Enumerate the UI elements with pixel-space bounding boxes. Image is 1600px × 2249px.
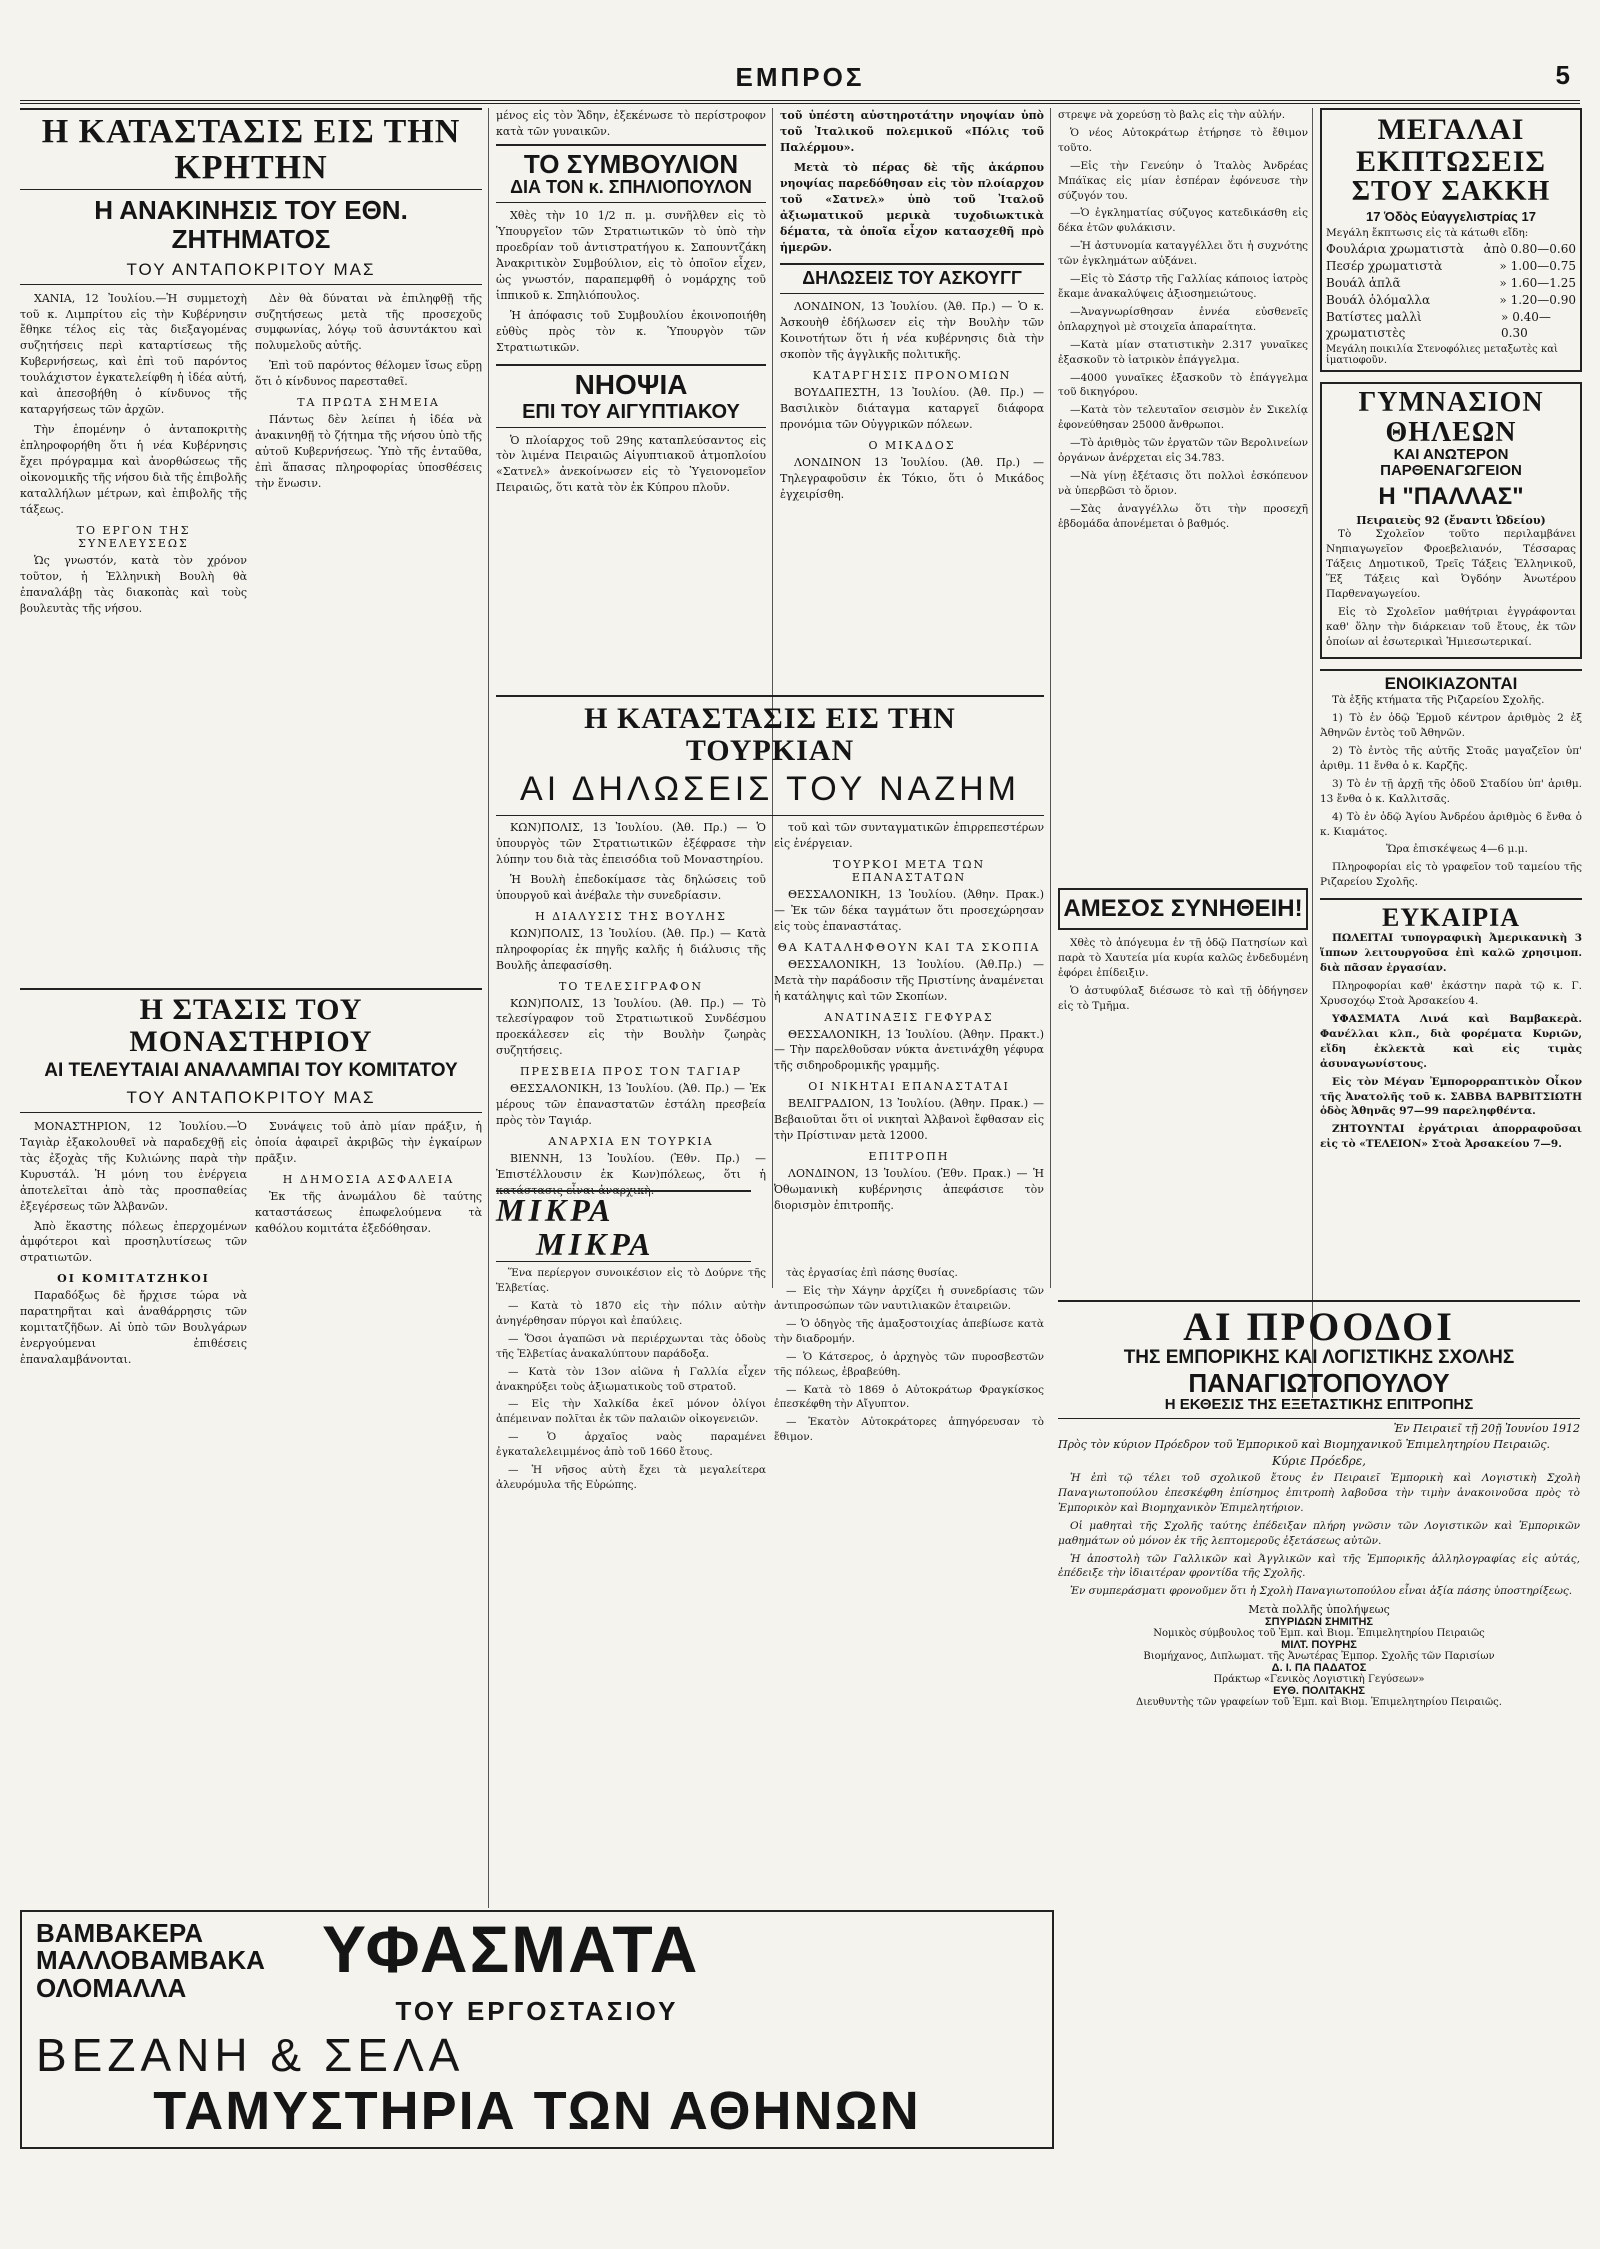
progress-to: Πρὸς τὸν κύριον Πρόεδρον τοῦ Ἐμπορικοῦ καὶ Βιομηχανικοῦ Ἐπιμελητηρίου Πειραιῶς. [1058,1437,1551,1451]
misc-paragraph: Ὁ νέος Αὐτοκράτωρ ἐτήρησε τὸ ἔθιμον τοῦτο. [1058,126,1308,154]
turkey-section-embassy: ΠΡΕΣΒΕΙΑ ΠΡΟΣ ΤΟΝ ΤΑΓΙΑΡ [519,1065,743,1079]
article-direct [1058,888,1308,1017]
mikra-paragraph: — Ὁ ὁδηγὸς τῆς ἀμαξοστοιχίας ἀπεβίωσε κατὰ τὴν διαδρομήν. [774,1317,1044,1345]
fabrics-stores: ΤΑΜΥΣΤΗΡΙΑ ΤΩΝ ΑΘΗΝΩΝ [153,2081,921,2141]
article-progress [1058,1300,1580,1937]
progress-paragraph: Ἡ ἐπὶ τῷ τέλει τοῦ σχολικοῦ ἔτους ἐν Πειραιεῖ Ἐμπορικὴ καὶ Λογιστικὴ Σχολὴ Παναγιωτοπούλου ἐπεσκέφθη ἐπίσημος ἐπιτροπὴ λαβοῦσα τὴν τιμὴν ἀνακοινοῦσα πρὸς τὸ Ἐμπορικὸν καὶ Βιομηχανικὸν Ἐπιμελητήριον. [1058,1471,1580,1514]
crete-title: Η ΚΑΤΑΣΤΑΣΙΣ ΕΙΣ ΤΗΝ ΚΡΗΤΗΝ [20,108,482,190]
rentals-paragraph: 2) Τὸ ἐντὸς τῆς αὐτῆς Στοᾶς μαγαζεῖον ὑπ' ἀριθμ. 11 ἔνθα ὁ κ. Καρζῆς. [1320,745,1582,772]
mikra-paragraph: — Ὅσοι ἀγαπῶσι νὰ περιέρχωνται τὰς ὁδοὺς τῆς Ἑλβετίας ἀνακαλύπτουν παράδοξα. [496,1332,766,1360]
mikra-paragraph: — Ὁ ἀρχαῖος ναὸς παραμένει ἐγκαταλελειμμένος ἀπὸ τοῦ 1660 ἔτους. [496,1431,766,1459]
crete-paragraph: ΧΑΝΙΑ, 12 Ἰουλίου.—Ἡ συμμετοχὴ τοῦ κ. Λιμπρίτου εἰς τὴν Κυβέρνησιν ἔθηκε τέλος εἰς τὰς διεξαγομένας συζητήσεις περὶ καταρτίσεως τῆς Κυβερνήσεως, καὶ ἐπὶ τοῦ παρόντος τουλάχιστον ἐγκατελείφθη ἡ ἰδέα αὐτή, καὶ ἀπεσοβήθη ὁ κίνδυνος τῆς καταργήσεως τῶν ἀρχῶν. [20,291,247,417]
monastir-subtitle: ΑΙ ΤΕΛΕΥΤΑΙΑΙ ΑΝΑΛΑΜΠΑΙ ΤΟΥ ΚΟΜΙΤΑΤΟΥ [44,1060,458,1081]
misc-paragraph: —Ἡ ἀστυνομία καταγγέλλει ὅτι ἡ συχνότης τῶν ἐγκλημάτων αὐξάνει. [1058,240,1308,268]
misc-paragraph: —Νὰ γίνῃ ἐξέτασις ὅτι πολλοὶ ἐσκόπευον νὰ ὑπερβῶσι τὸ ὅριον. [1058,469,1308,497]
turkey-section-skopje: ΘΑ ΚΑΤΑΛΗΦΘΟΥΝ ΚΑΙ ΤΑ ΣΚΟΠΙΑ [777,940,1041,954]
sakkis-item-name: Φουλάρια χρωματιστὰ [1326,242,1465,257]
monastir-paragraph: Ἐκ τῆς ἀνωμάλου δὲ ταύτης καταστάσεως ἐπωφελούμενα τὰ καθόλου κομιτάτα ἐξεδόθησαν. [255,1189,482,1235]
article-council [496,108,766,688]
sakkis-price-list [1326,241,1576,342]
sakkis-item-name: Βατίστες μαλλὶ χρωματιστὲς [1326,309,1422,341]
ad-gymnasium [1320,382,1582,658]
egypt-subtitle: ΕΠΙ ΤΟΥ ΑΙΓΥΠΤΙΑΚΟΥ [496,401,766,428]
monastir-paragraph: Συνάψεις τοῦ ἀπὸ μίαν πράξιν, ἡ ὁποία ἀφαιρεῖ ἀκριβῶς τὴν ἐγκαίρων πρᾶξιν. [255,1119,482,1165]
mikra-paragraph: τὰς ἐργασίας ἐπὶ πάσης θυσίας. [786,1267,958,1280]
sakkis-price-row [1326,258,1576,275]
rentals-paragraph: 3) Τὸ ἐν τῇ ἀρχῇ τῆς ὁδοῦ Σταδίου ὑπ' ἀριθμ. 13 ἔνθα ὁ κ. Καλλιτσᾶς. [1320,777,1582,805]
turkey-section-rebels: ΤΟΥΡΚΟΙ ΜΕΤΑ ΤΩΝ ΕΠΑΝΑΣΤΑΤΩΝ [832,857,986,884]
gymnasium-subtitle: ΚΑΙ ΑΝΩΤΕΡΟΝ ΠΑΡΘΕΝΑΓΩΓΕΙΟΝ [1380,445,1522,480]
progress-greeting: Κύριε Πρόεδρε, [1272,1453,1366,1468]
council-intro: μένος εἰς τὸν Ἅδην, ἐξεκένωσε τὸ περίστροφον κατὰ τῶν γυναικῶν. [496,109,766,138]
council-paragraph: Ἡ ἀπόφασις τοῦ Συμβουλίου ἐκοινοποιήθη εὐθὺς πρὸς τὸν κ. Ὑπουργὸν τῶν Στρατιωτικῶν. [496,308,766,354]
article-monastir [20,988,482,1372]
progress-subtitle: ΤΗΣ ΕΜΠΟΡΙΚΗΣ ΚΑΙ ΛΟΓΙΣΤΙΚΗΣ ΣΧΟΛΗΣ [1123,1347,1515,1368]
progress-signer-role: Νομικὸς σύμβουλος τοῦ Ἐμπ. καὶ Βιομ. Ἐπιμελητηρίου Πειραιῶς [1153,1628,1485,1640]
mikra-paragraph: — Εἰς τὴν Χαλκίδα ἐκεῖ μόνον ὁλίγοι ἀπέμειναν πολῖται ἐκ τῶν παλαιῶν οἰκογενειῶν. [496,1398,766,1426]
turkey-paragraph: Ἡ Βουλὴ ἐπεδοκίμασε τὰς δηλώσεις τοῦ ὑπουργοῦ καὶ ἀνέβαλε τὴν συνεδρίασιν. [496,872,766,902]
turkey-paragraph: ΚΩΝ)ΠΟΛΙΣ, 13 Ἰουλίου. (Ἀθ. Πρ.) — Κατὰ πληροφορίας ἐκ πηγῆς καλῆς ἡ διάλυσις τῆς Βουλῆς ἀπεφασίσθη. [496,926,766,972]
misc-paragraph: —Κατὰ μίαν στατιστικὴν 2.317 γυναῖκες ἐξασκοῦν τὸ ἰατρικὸν ἐπάγγελμα. [1058,338,1308,366]
misc-paragraph: —Κατὰ τὸν τελευταῖον σεισμὸν ἐν Σικελίᾳ ἐφονεύθησαν 25000 ἄνθρωποι. [1058,404,1308,432]
crete-paragraph: Ἐπὶ τοῦ παρόντος θέλομεν ἴσως εὕρῃ ὅτι ὁ κίνδυνος παρεσταθεῖ. [255,359,482,389]
column-divider [1312,108,1313,1398]
ad-eukairia [1320,898,1582,1152]
turkey-paragraph: ΚΩΝ)ΠΟΛΙΣ, 13 Ἰουλίου. (Ἀθ. Πρ.) — Τὸ τελεσίγραφον τοῦ Στρατιωτικοῦ Συνδέσμου προεκάλεσεν εἰς τὴν Βουλὴν ζωηρὰς συζητήσεις. [496,996,766,1058]
rentals-paragraph: 1) Τὸ ἐν ὁδῷ Ἑρμοῦ κέντρον ἀριθμὸς 2 ἐξ Ἀθηνῶν ἐντὸς τοῦ Ἀθηνῶν. [1320,712,1582,740]
masthead [20,56,1580,96]
ad-fabrics [20,1910,1054,2149]
sakkis-item-name: Βουάλ ἁπλᾶ [1326,275,1401,290]
column-divider [488,108,489,1908]
turkey-paragraph: ΘΕΣΣΑΛΟΝΙΚΗ, 13 Ἰουλίου. (Ἀθ.Πρ.) — Μετὰ τὴν παράδοσιν τῆς Πριστίνης ἀναμένεται ἡ κατάληψις καὶ τῶν Σκοπίων. [774,957,1044,1003]
sakkis-subtitle: ΣΤΟΥ ΣΑΚΚΗ [1351,176,1551,207]
eukairia-title: ΕΥΚΑΙΡΙΑ [1381,903,1520,933]
crete-paragraph: Δὲν θὰ δύναται νὰ ἐπιληφθῇ τῆς συζητήσεως μετὰ τῆς προσεχοῦς συμφωνίας, λόγῳ τοῦ ἀσυντάκτου καὶ πολυμελοῦς αὐτῆς. [255,291,482,353]
monastir-section-security: Η ΔΗΜΟΣΙΑ ΑΣΦΑΛΕΙΑ [282,1172,455,1186]
misc-paragraph: —4000 γυναῖκες ἐξασκοῦν τὸ ἐπάγγελμα τοῦ δικηγόρου. [1058,371,1308,399]
fabrics-big-word: ΥΦΑΣΜΑΤΑ [322,1912,700,1986]
misc-paragraph: στρεψε νὰ χορεύσῃ τὸ βαλς εἰς τὴν αὐλήν. [1058,109,1286,121]
crete-paragraph: Πάντως δὲν λείπει ἡ ἰδέα νὰ ἀνακινηθῇ τὸ ζήτημα τῆς νήσου ὑπὸ τῆς αὐτοῦ Κυβερνήσεως. Ὑπὸ τῆς ἐνταῦθα, ἐπὶ ἅπασας πληροφορίας ὑποσθέσεις τὴν ἕνωσιν. [255,413,482,490]
crete-paragraph: Τὴν ἐπομένην ὁ ἀνταποκριτὴς ἐπληροφορήθη ὅτι ἡ νέα Κυβέρνησις ἔχει πρόγραμμα καὶ ἀνορθώσεως τῆς οἰκονομικῆς τῆς νήσου διὰ τῆς ἐπιβολῆς καταλλήλων μέτρων, καὶ ἐπιβολῆς τῆς τάξεως. [20,423,247,516]
askouti-paragraph: ΒΟΥΔΑΠΕΣΤΗ, 13 Ἰουλίου. (Ἀθ. Πρ.) — Βασιλικὸν διάταγμα καταργεῖ διάφορα προνόμια τῶν Οὐγγρικῶν πόλεων. [780,385,1044,431]
sakkis-price-row [1326,241,1576,258]
turkey-section-dissolution: Η ΔΙΑΛΥΣΙΣ ΤΗΣ ΒΟΥΛΗΣ [535,909,727,923]
article-misc [1058,108,1308,1293]
progress-closing: Μετὰ πολλῆς ὑπολήψεως [1248,1603,1390,1617]
rentals-paragraph: Πληροφορίαι εἰς τὸ γραφεῖον τοῦ ταμείου τῆς Ριζαρείου Σχολῆς. [1320,861,1582,889]
turkey-section-ultimatum: ΤΟ ΤΕΛΕΣΙΓΡΑΦΟΝ [559,979,703,993]
misc-paragraph: —Σὰς ἀναγγέλλω ὅτι τὴν προσεχῆ ἑβδομάδα ἀπονέμεται ὁ βαθμός. [1058,502,1308,530]
misc-paragraph: —Ὁ ἐγκληματίας σύζυγος κατεδικάσθη εἰς δέκα ἐτῶν φυλάκισιν. [1058,207,1308,235]
fabrics-factory: ΤΟΥ ΕΡΓΟΣΤΑΣΙΟΥ [395,1996,679,2026]
sakkis-intro: Μεγάλη ἔκπτωσις εἰς τὰ κάτωθι εἴδη: [1326,227,1529,240]
sakkis-item-price: » 1.00—0.75 [1499,259,1576,274]
crete-byline: ΤΟΥ ΑΝΤΑΠΟΚΡΙΤΟΥ ΜΑΣ [20,260,482,285]
mikra-paragraph: — Κατὰ τὸν 13ον αἰῶνα ἡ Γαλλία εἶχεν ἀνακηρύξει τοὺς ἀξιωματικοὺς τοῦ στρατοῦ. [496,1365,766,1393]
gymnasium-paragraph: Εἰς τὸ Σχολεῖον μαθήτριαι ἐγγράφονται καθ' ὅλην τὴν διάρκειαν τοῦ ἔτους, ἐκ τῶν ὁποίων αἱ ἐσωτερικαὶ Ἡμιεσωτερικαί. [1326,605,1576,648]
progress-date: Ἐν Πειραιεῖ τῇ 20ῇ Ἰουνίου 1912 [1393,1421,1580,1435]
mikra-paragraph: — Ὁ Κάτσερος, ὁ ἀρχηγὸς τῶν πυροσβεστῶν τῆς πόλεως, ἐβραβεύθη. [774,1350,1044,1378]
ad-sakkis [1320,108,1582,372]
mikra-paragraph: — Κατὰ τὸ 1870 εἰς τὴν πόλιν αὐτὴν ἀνηγέρθησαν πύργοι καὶ ἐπαύλεις. [496,1300,766,1327]
council-paragraph: Χθὲς τὴν 10 1/2 π. μ. συνῆλθεν εἰς τὸ Ὑπουργεῖον τῶν Στρατιωτικῶν τὸ ὑπὸ τὴν προεδρίαν τοῦ ἀντιστρατήγου κ. Σαπουντζάκη Ἀνακριτικὸν Συμβούλιον, εἰς τὸ ὁποῖον εἶχεν, ὡς γνωστόν, παραπεμφθῆ ὁ νομάρχης τοῦ ἱππικοῦ κ. Σπηλιόπουλος. [496,209,766,302]
fabrics-company: ΒΕΖΑΝΗ & ΣΕΛΑ [36,2029,465,2081]
turkey-section-victors: ΟΙ ΝΙΚΗΤΑΙ ΕΠΑΝΑΣΤΑΤΑΙ [808,1080,1010,1094]
gymnasium-name: Η "ΠΑΛΛΑΣ" [1378,482,1524,510]
progress-name: ΠΑΝΑΓΙΩΤΟΠΟΥΛΟΥ [1188,1367,1450,1398]
direct-title: ΑΜΕΣΟΣ ΣΥΝΗΘΕΙΗ! [1058,888,1308,930]
eukairia-paragraph: ΥΦΑΣΜΑΤΑ Λινά καὶ Βαμβακερὰ. Φανέλλαι κλπ., διὰ φορέματα Κυριῶν, εἴδη ἐκλεκτὰ καὶ εἰς τιμὰς ἀσυναγωνίστους. [1320,1012,1582,1070]
sakkis-footer: Μεγάλη ποικιλία Στενοφόλιες μεταξωτὲς καὶ ἱματιοφοῦν. [1326,344,1558,367]
eukairia-paragraph: Εἰς τὸν Μέγαν Ἐμπορορραπτικὸν Οἶκον τῆς Ἀνατολῆς τοῦ κ. ΣΑΒΒΑ ΒΑΡΒΙΤΣΙΩΤΗ ὁδὸς Ἀθηνᾶς 97—99 παρεληφθέντα. [1320,1075,1582,1118]
mikra-paragraph: — Εἰς τὴν Χάγην ἀρχίζει ἡ συνεδρίασις τῶν ἀντιπροσώπων τῶν ναυτιλιακῶν ἑταιρειῶν. [774,1285,1044,1312]
gymnasium-paragraph: Τὸ Σχολεῖον τοῦτο περιλαμβάνει Νηπιαγωγεῖον Φροεβελιανόν, Τέσσαρας Τάξεις Δημοτικοῦ, Τρεῖς Τάξεις Ἑλληνικοῦ, Ἕξ Τάξεις καὶ Ὀγδόην Ἀνωτέρου Παρθεναγωγείου. [1326,528,1576,600]
rentals-paragraph: 4) Τὸ ἐν ὁδῷ Ἁγίου Ἀνδρέου ἀριθμὸς 6 ἔνθα ὁ κ. Κιαμάτος. [1320,810,1582,838]
sakkis-title: ΜΕΓΑΛΑΙ ΕΚΠΤΩΣΕΙΣ [1355,113,1547,178]
turkey-subtitle: ΑΙ ΔΗΛΩΣΕΙΣ ΤΟΥ ΝΑΖΗΜ [496,770,1044,816]
sakkis-price-row [1326,292,1576,309]
misc-paragraph: —Ἀναγνωρίσθησαν ἐννέα εὐσθενεῖς ὁπλαρχηγοὶ μὲ στοιχεῖα ἀπαραίτητα. [1058,305,1308,333]
progress-signer: Δ. Ι. ΠΑ ΠΑΔΑΤΟΣ [1271,1662,1367,1675]
ad-rentals [1320,669,1582,891]
council-title: ΤΟ ΣΥΜΒΟΥΛΙΟΝ [496,144,766,179]
gymnasium-title: ΓΥΜΝΑΣΙΟΝ ΘΗΛΕΩΝ [1358,387,1544,448]
eukairia-paragraph: ΠΩΛΕΙΤΑΙ τυπογραφικὴ Ἀμερικανικὴ 3 ἵππων λειτουργοῦσα ἐπὶ καλῶ χρησιμοπ. διὰ πᾶσαν ἐργασίαν. [1320,932,1582,975]
misc-paragraph: —Εἰς τὴν Γενεύην ὁ Ἰταλὸς Ἀνδρέας Μπάϊκας εἰς μίαν ἑσπέραν ἐφόνευσε τὴν σύζυγόν του. [1058,159,1308,202]
turkey-paragraph: ΘΕΣΣΑΛΟΝΙΚΗ, 13 Ἰουλίου. (Ἀθ. Πρ.) — Ἐκ μέρους τῶν ἐπαναστατῶν ἐστάλη πρεσβεία πρὸς τὸν Ταγιάρ. [496,1082,766,1128]
progress-signer-role: Πράκτωρ «Γενικὸς Λογιστικὴ Γεγύσεων» [1213,1674,1425,1686]
mikra-paragraph: Ἕνα περίεργον συνοικέσιον εἰς τὸ Δούρνε τῆς Ἑλβετίας. [496,1267,766,1295]
ship-paragraph: τοῦ ὑπέστη αὐστηροτάτην νηοψίαν ὑπὸ τοῦ Ἰταλικοῦ πολεμικοῦ «Πόλις τοῦ Παλέρμου». [780,109,1044,154]
mikra-title-1: ΜΙΚΡΑ [496,1190,751,1228]
progress-paragraph: Ἐν συμπεράσματι φρονοῦμεν ὅτι ἡ Σχολὴ Παναγιωτοπούλου εἶναι ἀξία πάσης ὑποστηρίξεως. [1070,1585,1573,1598]
sakkis-item-price: » 1.20—0.90 [1499,292,1576,307]
turkey-section-commission: ΕΠΙΤΡΟΠΗ [868,1150,950,1164]
council-subtitle: ΔΙΑ ΤΟΝ κ. ΣΠΗΛΙΟΠΟΥΛΟΝ [496,178,766,203]
fabrics-line: ΒΑΜΒΑΚΕΡΑ [36,1918,204,1948]
turkey-paragraph: τοῦ καὶ τῶν συνταγματικῶν ἐπιρρεπεστέρων εἰς ἐνέργειαν. [774,821,1044,850]
crete-paragraph: Ὡς γνωστόν, κατὰ τὸν χρόνον τοῦτον, ἡ Ἑλληνικὴ Βουλὴ θὰ ἐπαναλάβῃ τὰς διακοπὰς καὶ τοὺς βουλευτὰς τῆς νήσου. [20,553,247,615]
turkey-section-anarchy: ΑΝΑΡΧΙΑ ΕΝ ΤΟΥΡΚΙΑ [548,1135,714,1149]
sakkis-item-name: Βουάλ ὁλόμαλλα [1326,292,1431,307]
sakkis-item-price: ἀπὸ 0.80—0.60 [1483,242,1576,257]
askouti-paragraph: ΛΟΝΔΙΝΟΝ, 13 Ἰουλίου. (Ἀθ. Πρ.) — Ὁ κ. Ἀσκουὴθ ἐδήλωσεν εἰς τὴν Βουλὴν τῶν Κοινοτήτων ὅτι ἡ νέα κυβέρνησις διὰ τὴν σκοπὸν τῆς ἀγγλικῆς πολιτικῆς. [780,300,1044,362]
eukairia-paragraph: ΖΗΤΟΥΝΤΑΙ ἐργάτριαι ἀπορραφοῦσαι εἰς τὸ «ΤΕΛΕΙΟΝ» Στοὰ Ἀρσακείου 7—9. [1320,1123,1582,1151]
misc-paragraph: —Τὸ ἀριθμὸς τῶν ἐργατῶν τῶν Βερολινείων ὀργάνων ἀνέρχεται εἰς 34.783. [1058,437,1308,465]
crete-section-first: ΤΑ ΠΡΩΤΑ ΣΗΜΕΙΑ [297,396,440,410]
askouti-paragraph: ΛΟΝΔΙΝΟΝ 13 Ἰουλίου. (Ἀθ. Πρ.) — Τηλεγραφοῦσιν ἐκ Τόκιο, ὅτι ὁ Μικάδος ἐγχειρίσθη. [780,455,1044,501]
article-crete [20,108,482,1878]
masthead-rule [20,100,1580,104]
gymnasium-address: Πειραιεὺς 92 (ἔναντι Ὠδείου) [1356,514,1546,528]
monastir-paragraph: Ἀπὸ ἕκαστης πόλεως ἐπερχομένων ἀμφότεροι καὶ προσηλυτίσεως τῶν στρατιωτῶν. [20,1219,247,1265]
rentals-paragraph: Τὰ ἑξῆς κτήματα τῆς Ριζαρείου Σχολῆς. [1332,694,1545,707]
mikra-title-2: ΜΙΚΡΑ [496,1228,751,1263]
crete-subtitle: Η ΑΝΑΚΙΝΗΣΙΣ ΤΟΥ ΕΘΝ. ΖΗΤΗΜΑΤΟΣ [94,195,408,254]
sakkis-price-row [1326,275,1576,292]
progress-report: Η ΕΚΘΕΣΙΣ ΤΗΣ ΕΞΕΤΑΣΤΙΚΗΣ ΕΠΙΤΡΟΠΗΣ [1058,1397,1580,1419]
monastir-title: Η ΣΤΑΣΙΣ ΤΟΥ ΜΟΝΑΣΤΗΡΙΟΥ [20,988,482,1057]
article-askouti [780,108,1044,688]
ads-column [1320,108,1582,1293]
progress-signer: ΜΙΛΤ. ΠΟΥΡΗΣ [1281,1639,1357,1652]
sakkis-address: 17 Ὁδὸς Εὐαγγελιστρίας 17 [1366,209,1536,225]
turkey-paragraph: ΛΟΝΔΙΝΟΝ, 13 Ἰουλίου. (Ἐθν. Πρακ.) — Ἡ Ὀθωμανικὴ κυβέρνησις ἀπεφάσισε τὸν διορισμὸν ἐπιτροπῆς. [774,1167,1044,1212]
progress-title: ΑΙ ΠΡΟΟΔΟΙ [1183,1304,1455,1349]
direct-paragraph: Ὁ ἀστυφύλαξ διέσωσε τὸ καὶ τῇ ὁδήγησεν εἰς τὸ Τμῆμα. [1058,985,1308,1013]
sakkis-item-price: » 1.60—1.25 [1499,275,1576,290]
turkey-title: Η ΚΑΤΑΣΤΑΣΙΣ ΕΙΣ ΤΗΝ ΤΟΥΡΚΙΑΝ [496,695,1044,766]
turkey-paragraph: ΘΕΣΣΑΛΟΝΙΚΗ, 13 Ἰουλίου. (Ἀθην. Πρακτ.) — Τὴν παρελθοῦσαν νύκτα ἀνετινάχθη γέφυρα τῆς σιδηροδρομικῆς γραμμῆς. [774,1027,1044,1073]
direct-paragraph: Χθὲς τὸ ἀπόγευμα ἐν τῇ ὁδῷ Πατησίων καὶ παρὰ τὸ Χαυτεία μία κυρία καλῶς ἐνδεδυμένη ἐφόρει ἐπίδειξιν. [1058,937,1308,980]
crete-section-work: ΤΟ ΕΡΓΟΝ ΤΗΣ ΣΥΝΕΛΕΥΣΕΩΣ [76,523,191,550]
askouti-section-abolition: ΚΑΤΑΡΓΗΣΙΣ ΠΡΟΝΟΜΙΩΝ [812,368,1012,382]
turkey-paragraph: ΒΙΕΝΝΗ, 13 Ἰουλίου. (Ἐθν. Πρ.) — Ἐπιστέλλουσιν ἐκ Κων)πόλεως, ὅτι ἡ κατάστασις εἶναι ἀναρχικὴ. [496,1152,766,1197]
turkey-paragraph: ΒΕΛΙΓΡΑΔΙΟΝ, 13 Ἰουλίου. (Ἀθην. Πρακ.) — Βεβαιοῦται ὅτι οἱ νικηταὶ Ἀλβανοὶ ἔφθασαν εἰς τὴν Πρίστιναν μετὰ 12000. [774,1097,1044,1143]
progress-signer-role: Διευθυντὴς τῶν γραφείων τοῦ Ἐμπ. καὶ Βιομ. Ἐπιμελητηρίου Πειραιῶς. [1136,1697,1502,1709]
progress-paragraph: Οἱ μαθηταὶ τῆς Σχολῆς ταύτης ἐπέδειξαν πλήρη γνῶσιν τῶν Λογιστικῶν καὶ Ἐμπορικῶν μαθημάτων οὐ μόνον ἐκ τῆς λεπτομεροῦς ἐξετάσεως αὐτῶν. [1058,1519,1580,1547]
fabrics-line: ΟΛΟΜΑΛΛΑ [36,1972,187,2003]
page-number: 5 [1555,60,1570,90]
progress-paragraph: Ἡ ἀποστολὴ τῶν Γαλλικῶν καὶ Ἀγγλικῶν καὶ τῆς Ἐμπορικῆς ἀλληλογραφίας εἰς αὐτάς, ἐπέδειξε τὴν ἰδιαιτέραν φροντίδα τῆς Σχολῆς. [1058,1552,1580,1580]
eukairia-paragraph: Πληροφορίαι καθ' ἑκάστην παρὰ τῷ κ. Γ. Χρυσοχόῳ Στοὰ Ἀρσακείου 4. [1320,980,1582,1008]
askouti-title: ΔΗΛΩΣΕΙΣ ΤΟΥ ΑΣΚΟΥΓΓ [780,263,1044,294]
turkey-section-bridges: ΑΝΑΤΙΝΑΞΙΣ ΓΕΦΥΡΑΣ [824,1010,994,1024]
article-mikra [496,1190,1044,1695]
progress-signer: ΕΥΘ. ΠΟΛΙΤΑΚΗΣ [1273,1685,1365,1698]
masthead-title: ΕΜΠΡΟΣ [735,62,865,92]
sakkis-item-name: Πεσέρ χρωματιστὰ [1326,259,1443,274]
column-divider [1050,108,1051,1288]
sakkis-price-row [1326,309,1576,343]
rentals-paragraph: Ὥρα ἐπισκέψεως 4—6 μ.μ. [1386,843,1528,856]
progress-signer-role: Βιομήχανος, Διπλωματ. τῆς Ἀνωτέρας Ἐμπορ. Σχολῆς τῶν Παρισίων [1143,1651,1495,1663]
fabrics-line: ΜΑΛΛΟΒΑΜΒΑΚΑ [36,1945,265,1976]
egypt-paragraph: Ὁ πλοίαρχος τοῦ 29ης καταπλεύσαντος εἰς τὸν λιμένα Πειραιῶς Αἰγυπτιακοῦ ἀτμοπλοίου «Σατνελ» ἀνεκοίνωσεν εἰς τὸ Ὑγειονομεῖον Πειραιῶς, ὅτι κατὰ τὸν ἐκ Κύπρου πλοῦν. [496,433,766,495]
monastir-byline: ΤΟΥ ΑΝΤΑΠΟΚΡΙΤΟΥ ΜΑΣ [20,1088,482,1113]
mikra-paragraph: — Ἡ νῆσος αὐτὴ ἔχει τὰ μεγαλείτερα ἀλευρόμυλα τῆς Εὐρώπης. [496,1464,766,1491]
fabrics-left-block [36,1920,306,2002]
ship-paragraph: Μετὰ τὸ πέρας δὲ τῆς ἀκάρπου νηοψίας παρεδόθησαν εἰς τὸν πλοίαρχον τοῦ «Σατνελ» ὑπὸ τοῦ Ἰταλοῦ ἀξιωματικοῦ μερικὰ τυχοδιωκτικὰ δέματα, τὰ ὁποῖα εἶχον κατασχεθῆ πρὸ ἡμερῶν. [780,160,1044,254]
mikra-paragraph: — Ἐκατὸν Αὐτοκράτορες ἀπηγόρευσαν τὸ ἔθιμον. [774,1416,1044,1444]
rentals-title: ΕΝΟΙΚΙΑΖΟΝΤΑΙ [1384,673,1518,693]
turkey-paragraph: ΘΕΣΣΑΛΟΝΙΚΗ, 13 Ἰουλίου. (Ἀθην. Πρακ.) — Ἐκ τῶν δέκα ταγμάτων ὅτι προσεχώρησαν εἰς τοὺς ἐπαναστάτας. [774,887,1044,933]
sakkis-item-price: » 0.40—0.30 [1501,309,1551,341]
progress-signer: ΣΠΥΡΙΔΩΝ ΣΗΜΙΤΗΣ [1264,1616,1374,1629]
askouti-section-mikado: Ο ΜΙΚΑΔΟΣ [868,438,956,452]
egypt-title: ΝΗΟΨΙΑ [496,364,766,401]
monastir-section-comitaji: ΟΙ ΚΟΜΙΤΑΤΖΗΚΟΙ [57,1272,210,1286]
monastir-paragraph: Παραδόξως δὲ ἤρχισε τώρα νὰ παρατηρῆται καὶ ἀναθάρρησις τῶν κομιτατζῆδων. Αἱ ὑπὸ τῶν Βουλγάρων ἐνεργούμεναι ἐπιθέσεις ἐπαναλαμβάνονται. [20,1289,247,1367]
turkey-paragraph: ΚΩΝ)ΠΟΛΙΣ, 13 Ἰουλίου. (Ἀθ. Πρ.) — Ὁ ὑπουργὸς τῶν Στρατιωτικῶν ἐξέφρασε τὴν λύπην του διὰ τὰς ἐπεισόδια τοῦ Μοναστηρίου. [496,821,766,866]
monastir-paragraph: ΜΟΝΑΣΤΗΡΙΟΝ, 12 Ἰουλίου.—Ὁ Ταγιὰρ ἐξακολουθεῖ νὰ παραδεχθῇ εἰς τὰς ἐξοχὰς τῆς Κυλιώνης παρὰ τὴν Κυρυστάλ. Ἡ μόνη του ἐνέργεια ἀποτελεῖται ἀπὸ τὰς προσπαθείας ἐξεγέρσεως τῶν Ἀλβανῶν. [20,1119,247,1213]
mikra-paragraph: — Κατὰ τὸ 1869 ὁ Αὐτοκράτωρ Φραγκίσκος ἐπεσκέφθη τὴν Αἴγυπτον. [774,1383,1044,1411]
misc-paragraph: —Εἰς τὸ Σάστρ τῆς Γαλλίας κάποιος ἰατρὸς ἔκαμε ἀνακαλύψεις ἀξιοσημειώτους. [1058,273,1308,300]
